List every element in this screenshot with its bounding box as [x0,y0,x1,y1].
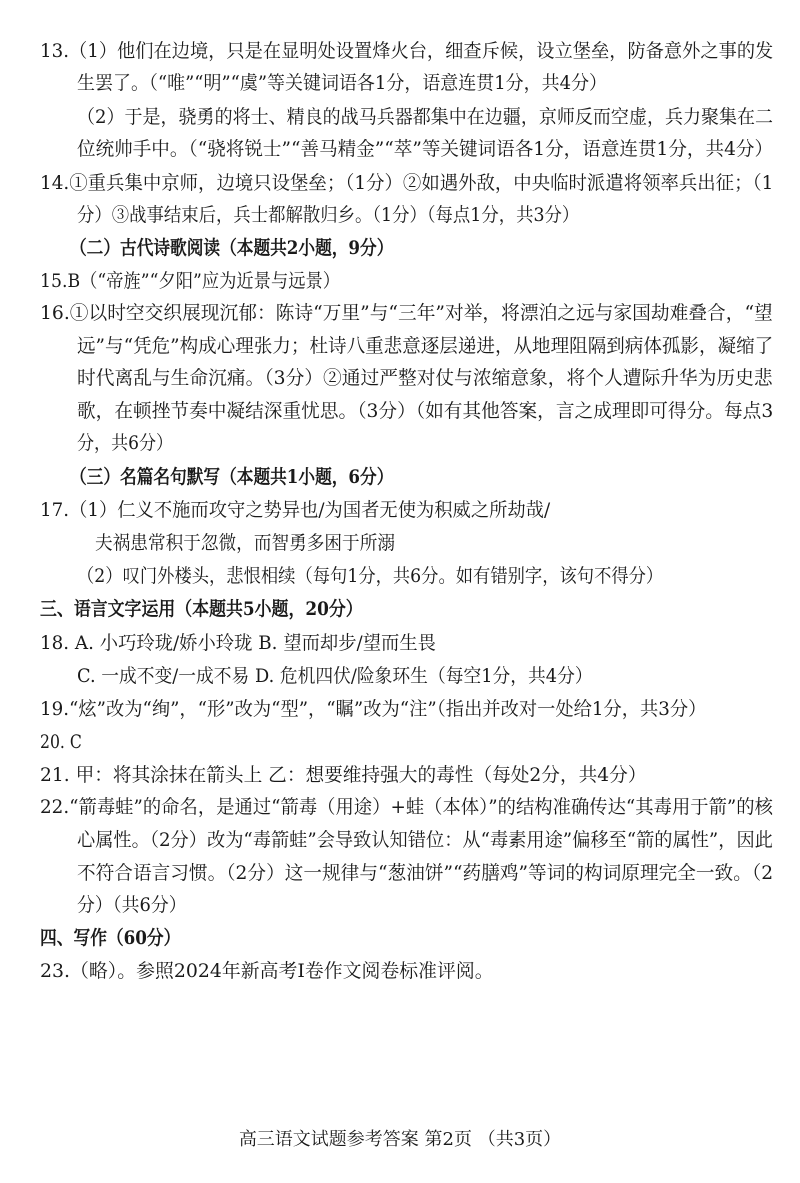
text-line: 15.B（“帝旌”“夕阳”应为近景与远景） [40,270,341,292]
text-line: 21. 甲：将其涂抹在箭头上 乙：想要维持强大的毒性（每处2分，共4分） [40,764,647,786]
text-line: 19.“炫”改为“绚”，“形”改为“型”，“瞩”改为“注”（指出并改对一处给1分，共3分） [40,698,707,720]
text-line: 14.①重兵集中京师，边境只设堡垒；（1分）②如遇外敌，中央临时派遣将领率兵出征；（1 [40,172,774,194]
text-line: 22.“箭毒蛙”的命名，是通过“箭毒（用途）+蛙（本体）”的结构准确传达“其毒用于箭”的核 [40,796,773,818]
text-line: 位统帅手中。（“骁将锐士”“善马精金”“萃”等关键词语各1分，语意连贯1分，共4分） [77,138,774,160]
text-line: 分）③战事结束后，兵士都解散归乡。（1分）（每点1分，共3分） [77,204,580,226]
text-line: （2）于是，骁勇的将士、精良的战马兵器都集中在边疆，京师反而空虚，兵力聚集在二 [77,106,774,128]
text-line: 分，共6分） [77,432,174,454]
text-line: 生罢了。（“唯”“明”“虞”等关键词语各1分，语意连贯1分，共4分） [77,72,608,94]
text-line: （2）叹门外楼头，悲恨相续（每句1分，共6分。如有错别字，该句不得分） [77,565,664,587]
text-line: 20. C [40,731,82,753]
text-line: （二）古代诗歌阅读（本题共2小题，9分） [70,237,394,259]
text-line: 18. A. 小巧玲珑/娇小玲珑 B. 望而却步/望而生畏 [40,632,436,654]
text-line: 17.（1）仁义不施而攻守之势异也/为国者无使为积威之所劫哉/ [40,499,551,521]
text-line: 四、写作（60分） [40,927,181,949]
text-line: 远”与“凭危”构成心理张力；杜诗八重悲意逐层递进，从地理阻隔到病体孤影，凝缩了 [77,335,774,357]
text-line: 16.①以时空交织展现沉郁：陈诗“万里”与“三年”对举，将漂泊之远与家国劫难叠合，“望 [40,302,773,324]
text-line: 分）（共6分） [77,894,187,916]
text-line: 三、语言文字运用（本题共5小题，20分） [40,598,363,620]
text-line: 歌，在顿挫节奏中凝结深重忧思。（3分）（如有其他答案，言之成理即可得分。每点3 [77,400,774,422]
text-line: 时代离乱与生命沉痛。（3分）②通过严整对仗与浓缩意象，将个人遭际升华为历史悲 [77,367,773,389]
text-line: 心属性。（2分）改为“毒箭蛙”会导致认知错位：从“毒素用途”偏移至“箭的属性”，因此 [77,829,773,851]
text-line: 13.（1）他们在边境，只是在显明处设置烽火台，细查斥候，设立堡垒，防备意外之事的发 [40,40,774,62]
text-line: C. 一成不变/一成不易 D. 危机四伏/险象环生（每空1分，共4分） [77,665,593,687]
text-line: 不符合语言习惯。（2分）这一规律与“葱油饼”“药膳鸡”等词的构词原理完全一致。（2 [77,862,774,884]
text-line: 23.（略）。参照2024年新高考Ⅰ卷作文阅卷标准评阅。 [40,960,494,982]
page-footer: 高三语文试题参考答案 第2页 （共3页） [238,1129,562,1150]
text-line: （三）名篇名句默写（本题共1小题，6分） [70,466,394,488]
text-line: 夫祸患常积于忽微，而智勇多困于所溺 [95,532,396,554]
